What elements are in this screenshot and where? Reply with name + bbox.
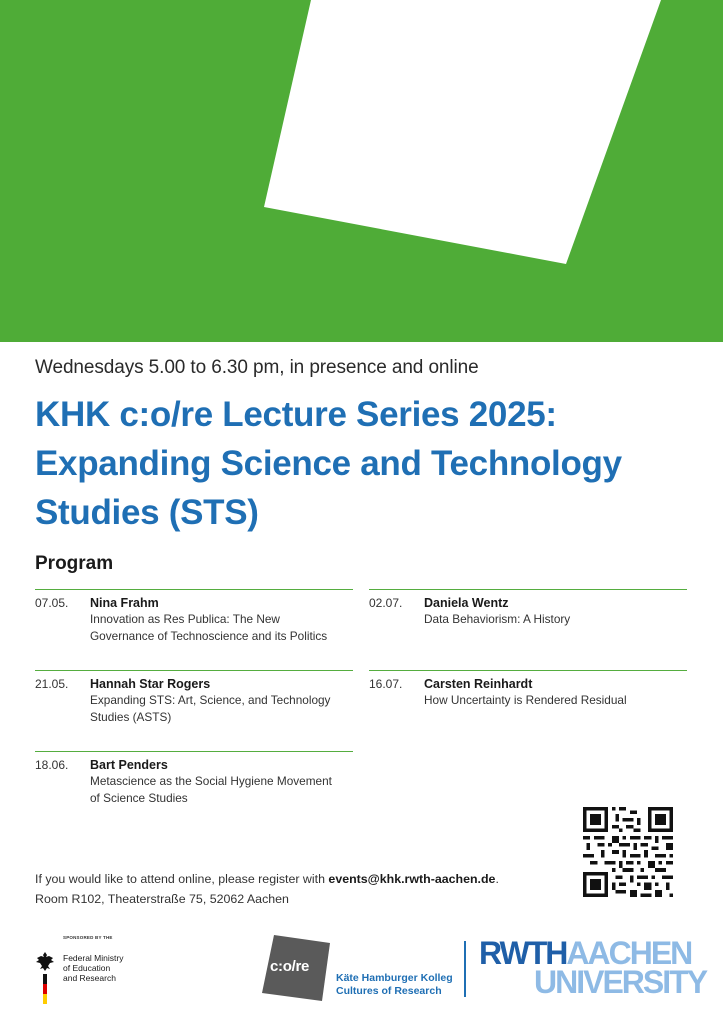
ministry-line: of Education — [63, 963, 111, 973]
entry-talk-line: Expanding STS: Art, Science, and Technology — [90, 693, 331, 707]
program-entry — [35, 589, 353, 644]
ministry-line: and Research — [63, 973, 116, 983]
entry-date: 16.07. — [369, 677, 403, 691]
event-subtitle: Wednesdays 5.00 to 6.30 pm, in presence and online — [35, 357, 479, 378]
khk-name — [336, 972, 453, 998]
hero-banner — [0, 0, 723, 342]
rwth-logo-aachen: AACHEN — [566, 935, 692, 971]
entry-date: 18.06. — [35, 758, 69, 772]
entry-talk-line: Metascience as the Social Hygiene Movement — [90, 774, 332, 788]
registration-line — [35, 869, 499, 889]
entry-date: 02.07. — [369, 596, 403, 610]
hero-white-square — [0, 0, 723, 342]
entry-speaker: Carsten Reinhardt — [424, 677, 533, 691]
khk-name-line: Käte Hamburger Kolleg — [336, 972, 453, 984]
registration-email-link[interactable]: events@khk.rwth-aachen.de — [328, 872, 496, 886]
entry-talk-line: Innovation as Res Publica: The New — [90, 612, 280, 626]
sponsor-label: SPONSORED BY THE — [63, 935, 113, 940]
federal-eagle-icon — [34, 950, 56, 1004]
title-line: KHK c:o/re Lecture Series 2025: — [35, 395, 557, 434]
registration-suffix: . — [495, 872, 499, 886]
title-line: Studies (STS) — [35, 493, 259, 532]
ministry-name — [63, 953, 133, 983]
program-entry — [35, 670, 353, 725]
entry-date: 07.05. — [35, 596, 69, 610]
registration-prefix: If you would like to attend online, please register with — [35, 872, 329, 886]
program-entry — [369, 670, 687, 709]
title-line: Expanding Science and Technology — [35, 444, 622, 483]
program-entry — [35, 751, 353, 806]
qr-code-icon[interactable] — [583, 807, 673, 897]
program-heading: Program — [35, 553, 114, 574]
page-title — [35, 390, 705, 537]
rwth-logo-rwth: RWTH — [479, 935, 567, 971]
entry-speaker: Daniela Wentz — [424, 596, 509, 610]
entry-talk-line: of Science Studies — [90, 790, 188, 805]
entry-talk-line: Data Behaviorism: A History — [424, 612, 571, 626]
entry-talk-line: Studies (ASTS) — [90, 709, 172, 724]
entry-talk-line: Governance of Technoscience and its Politics — [90, 628, 328, 643]
entry-speaker: Bart Penders — [90, 758, 168, 772]
logo-divider — [464, 941, 466, 997]
entry-talk-line: How Uncertainty is Rendered Residual — [424, 693, 627, 707]
entry-speaker: Nina Frahm — [90, 596, 159, 610]
room-address: Room R102, Theaterstraße 75, 52062 Aachen — [35, 892, 289, 906]
core-logo-text: c:o/re — [270, 958, 310, 975]
rwth-logo-university: UNIVERSITY — [534, 964, 707, 1000]
program-entry — [369, 589, 687, 628]
entry-date: 21.05. — [35, 677, 69, 691]
khk-name-line: Cultures of Research — [336, 985, 442, 997]
ministry-line: Federal Ministry — [63, 953, 124, 963]
registration-info — [35, 869, 499, 909]
entry-speaker: Hannah Star Rogers — [90, 677, 211, 691]
